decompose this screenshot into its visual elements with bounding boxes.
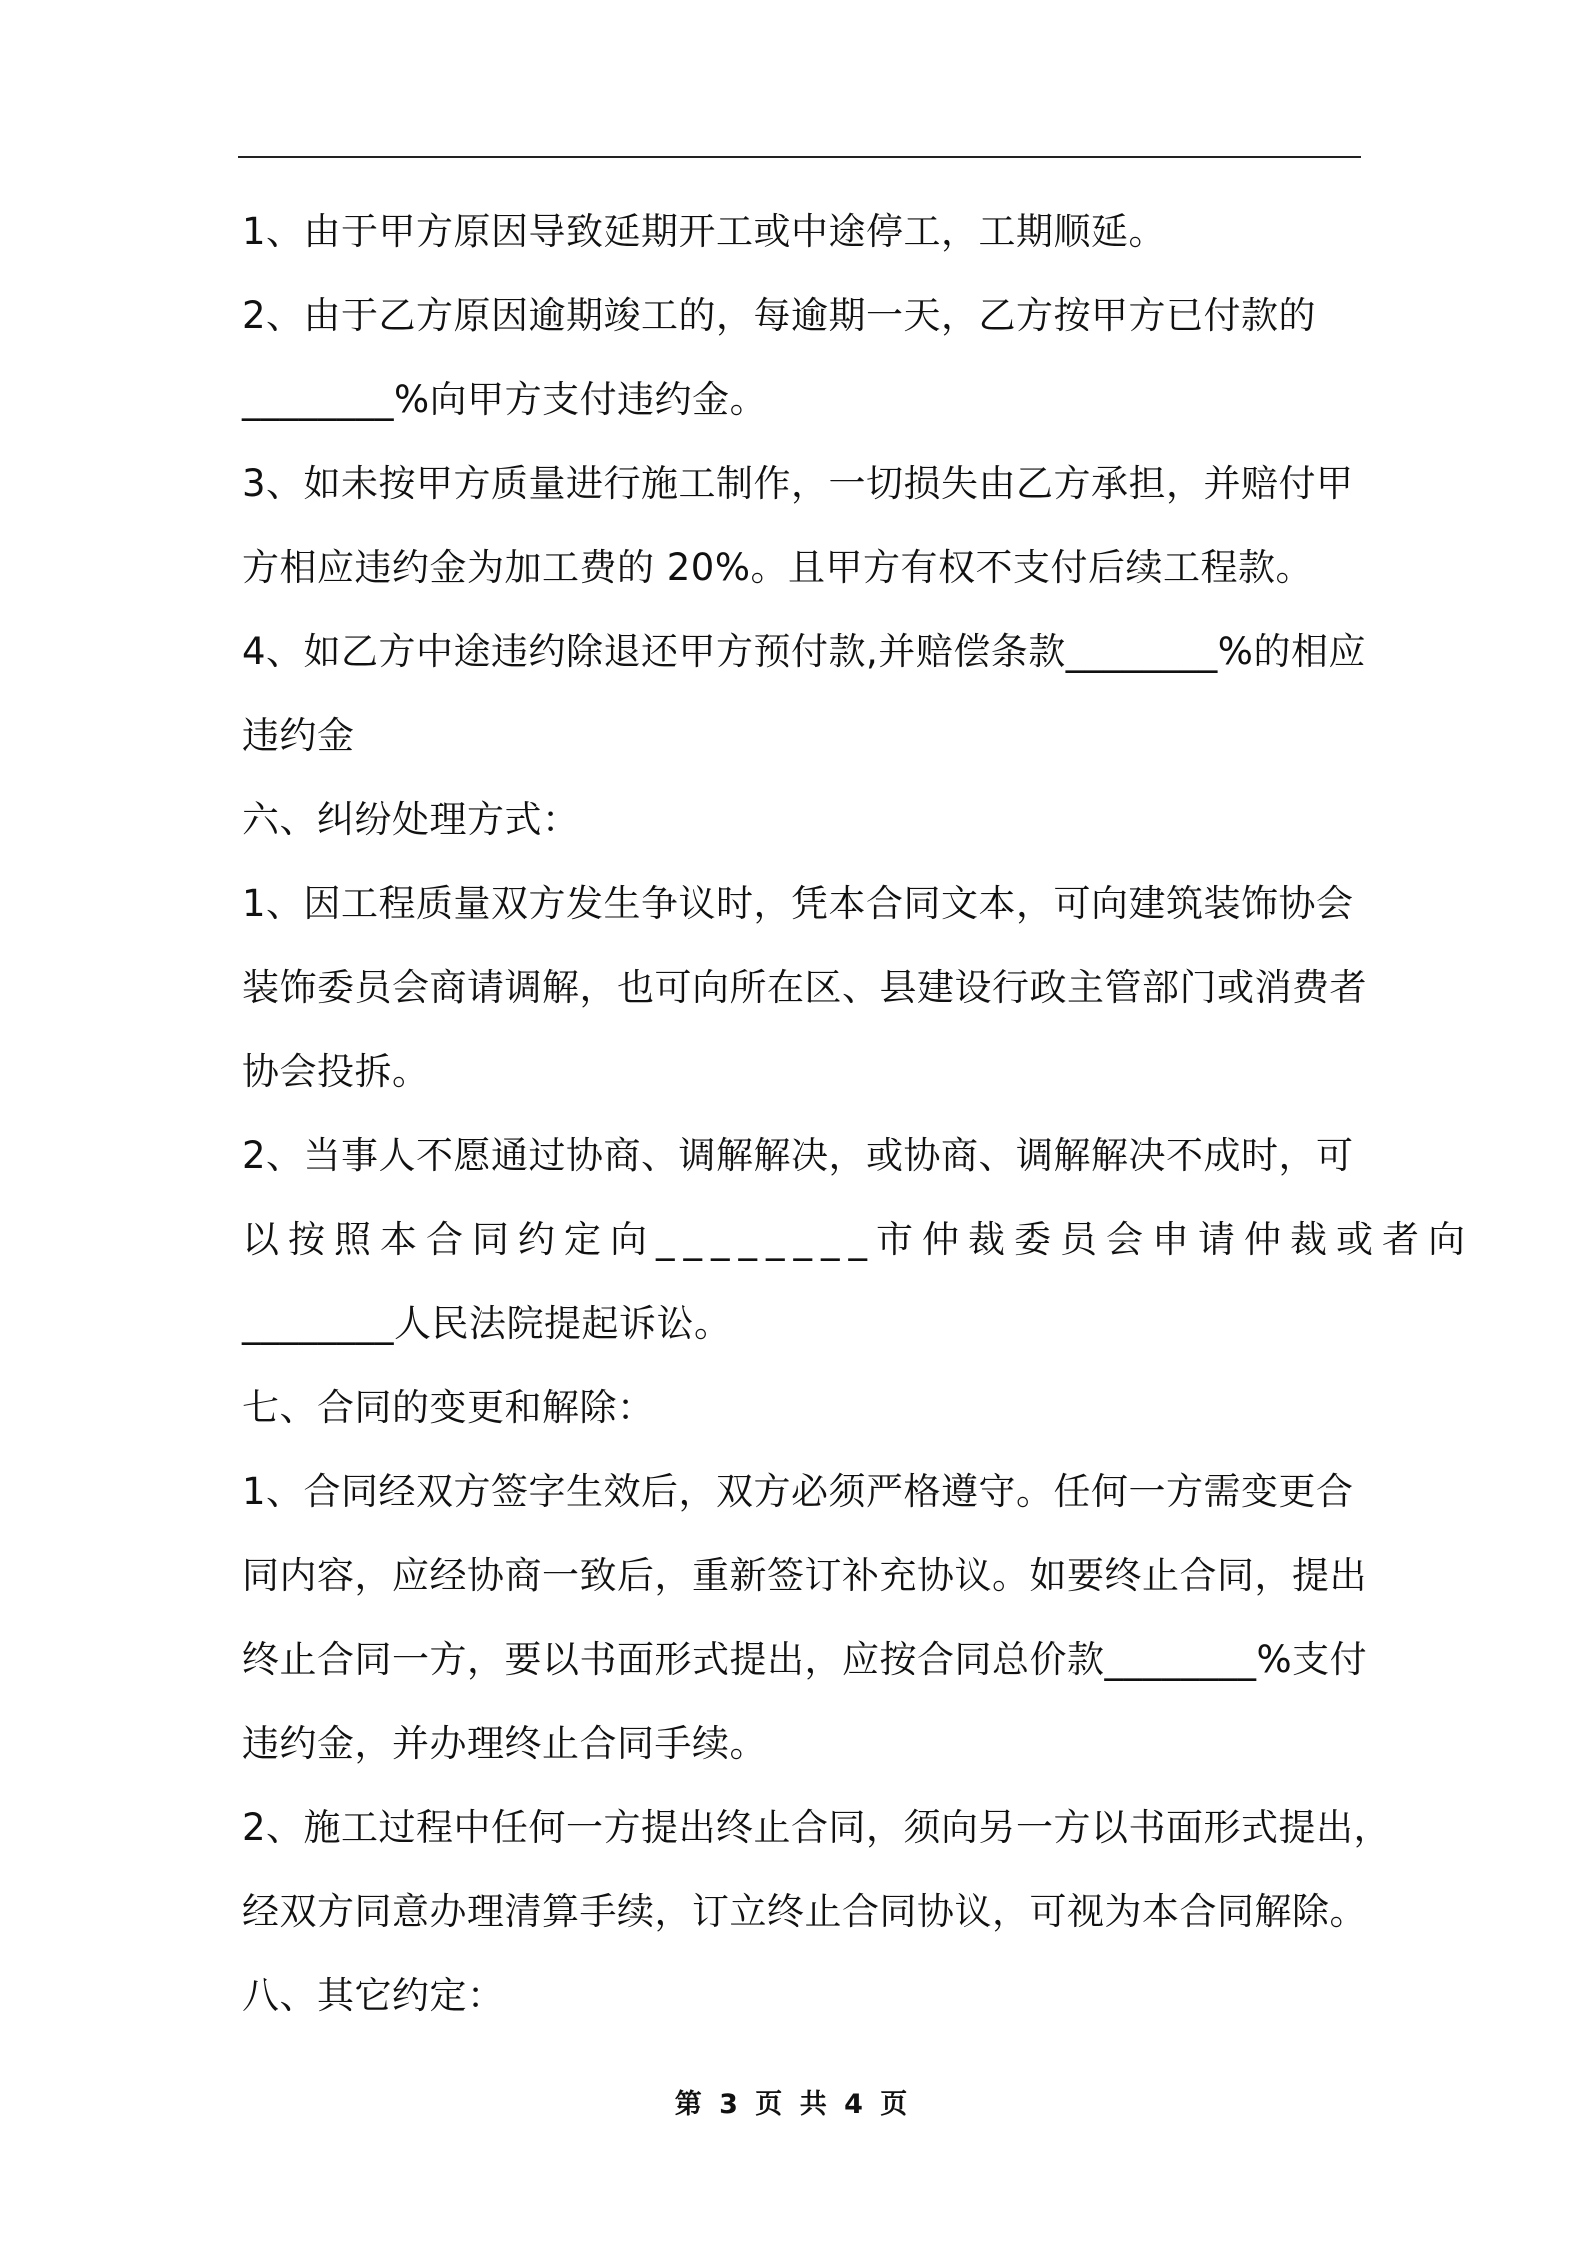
clause-7-1: 1、合同经双方签字生效后，双方必须严格遵守。任何一方需变更合	[242, 1470, 1354, 1513]
clause-5-4: 4、如乙方中途违约除退还甲方预付款,并赔偿条款________%的相应	[242, 630, 1366, 673]
clause-6-2: 2、当事人不愿通过协商、调解解决，或协商、调解解决不成时，可	[242, 1134, 1354, 1177]
clause-5-2: 2、由于乙方原因逾期竣工的，每逾期一天，乙方按甲方已付款的	[242, 294, 1317, 337]
clause-7-1-cont: 同内容，应经协商一致后，重新签订补充协议。如要终止合同，提出	[242, 1554, 1367, 1597]
clause-5-3-cont: 方相应违约金为加工费的 20%。且甲方有权不支付后续工程款。	[242, 546, 1313, 589]
clause-7-1-cont-3: 违约金，并办理终止合同手续。	[242, 1722, 767, 1765]
clause-5-1: 1、由于甲方原因导致延期开工或中途停工，工期顺延。	[242, 210, 1167, 253]
clause-6-2-cont-2: ________人民法院提起诉讼。	[242, 1302, 732, 1345]
section-heading-8: 八、其它约定：	[242, 1974, 505, 2017]
document-body	[242, 198, 1474, 2046]
clause-5-4-cont: 违约金	[242, 714, 355, 757]
clause-6-1: 1、因工程质量双方发生争议时，凭本合同文本，可向建筑装饰协会	[242, 882, 1354, 925]
clause-7-2: 2、施工过程中任何一方提出终止合同，须向另一方以书面形式提出，	[242, 1806, 1392, 1849]
page-number: 第 3 页 共 4 页	[674, 2089, 912, 2120]
clause-6-1-cont: 装饰委员会商请调解，也可向所在区、县建设行政主管部门或消费者	[242, 966, 1367, 1009]
clause-7-1-cont-2: 终止合同一方，要以书面形式提出，应按合同总价款________%支付	[242, 1638, 1368, 1681]
clause-5-2-cont: ________%向甲方支付违约金。	[242, 378, 768, 421]
clause-6-2-cont: 以按照本合同约定向________市仲裁委员会申请仲裁或者向	[242, 1218, 1474, 1261]
section-heading-6: 六、纠纷处理方式：	[242, 798, 580, 841]
clause-6-1-cont-2: 协会投拆。	[242, 1050, 430, 1093]
header-rule	[238, 156, 1361, 158]
clause-5-3: 3、如未按甲方质量进行施工制作，一切损失由乙方承担，并赔付甲	[242, 462, 1354, 505]
clause-7-2-cont: 经双方同意办理清算手续，订立终止合同协议，可视为本合同解除。	[242, 1890, 1367, 1933]
section-heading-7: 七、合同的变更和解除：	[242, 1386, 655, 1429]
